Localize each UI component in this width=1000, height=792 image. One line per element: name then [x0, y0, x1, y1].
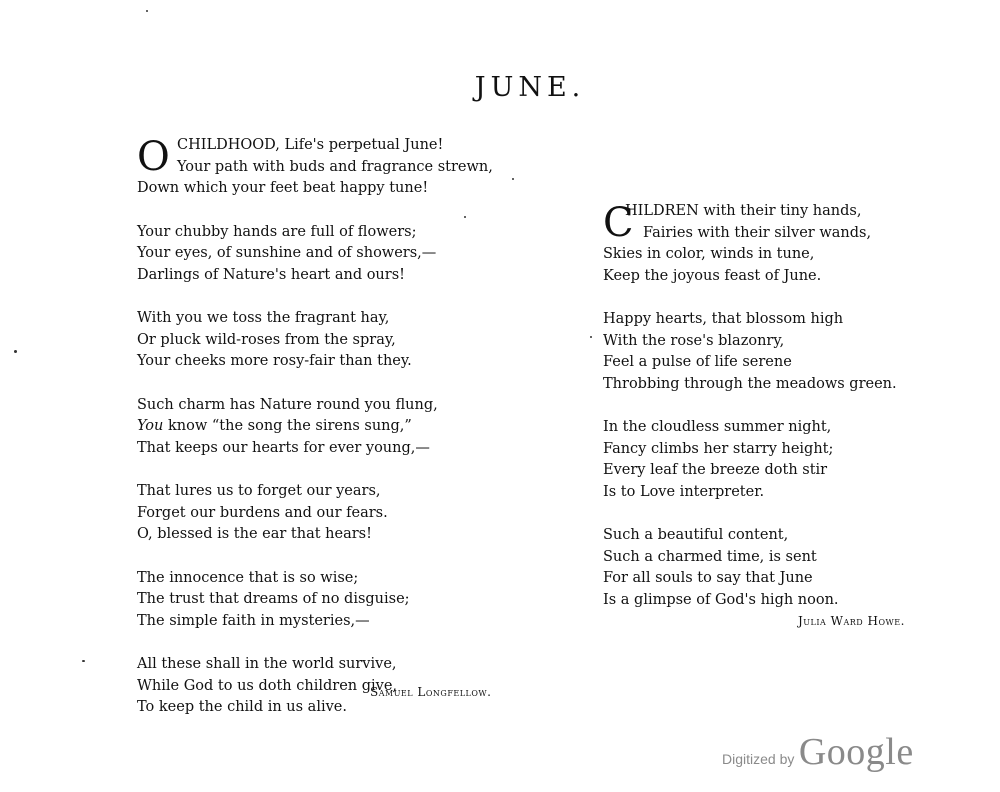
stanza-3	[603, 417, 897, 503]
stanza-5	[137, 481, 493, 546]
poem-line: That lures us to forget our years,	[137, 483, 381, 499]
poem-line: Your cheeks more rosy-fair than they.	[137, 353, 412, 369]
stanza-4	[137, 395, 493, 460]
page-title: JUNE.	[474, 72, 586, 103]
poem-line: Your path with buds and fragrance strewn,	[177, 158, 493, 175]
poem-line: Throbbing through the meadows green.	[603, 375, 897, 392]
stanza-1	[603, 201, 897, 287]
poem-line: To keep the child in us alive.	[137, 699, 347, 715]
poem-line: Darlings of Nature's heart and ours!	[137, 266, 405, 283]
poem-line: Your chubby hands are full of flowers;	[137, 223, 417, 240]
stanza-2	[603, 309, 897, 395]
line-text: HILDREN with their tiny hands,	[625, 203, 862, 219]
poem-line: All these shall in the world survive,	[137, 656, 397, 672]
poem-line: Forget our burdens and our fears.	[137, 504, 388, 521]
poem-line: Such a charmed time, is sent	[603, 548, 817, 565]
scan-speck	[512, 178, 514, 180]
poem-line: For all souls to say that June	[603, 570, 813, 586]
google-watermark	[722, 730, 914, 774]
poem-line: Keep the joyous feast of June.	[603, 267, 822, 284]
stanza-2	[137, 222, 493, 287]
stanza-1	[137, 135, 493, 200]
poem-line: Feel a pulse of life serene	[603, 354, 792, 370]
poem-line: O, blessed is the ear that hears!	[137, 526, 372, 542]
scan-speck	[146, 10, 148, 12]
dropcap: O	[137, 134, 170, 180]
poem-children	[603, 201, 897, 633]
poem-line: That keeps our hearts for ever young,—	[137, 439, 430, 456]
poem-line: The simple faith in mysteries,—	[137, 612, 370, 629]
poem-line: Happy hearts, that blossom high	[603, 311, 844, 327]
stanza-3	[137, 308, 493, 373]
poem-line: In the cloudless summer night,	[603, 419, 832, 435]
poem-line: Is to Love interpreter.	[603, 483, 765, 500]
poem-line: Fancy climbs her starry height;	[603, 440, 834, 457]
poem-line: With you we toss the fragrant hay,	[137, 310, 390, 326]
poem-line: Skies in color, winds in tune,	[603, 246, 815, 262]
italic-word: You	[137, 418, 164, 434]
poem-line: Fairies with their silver wands,	[643, 224, 872, 241]
poem-line: Such a beautiful content,	[603, 527, 789, 543]
stanza-4	[603, 525, 897, 611]
poem-line: Down which your feet beat happy tune!	[137, 180, 429, 196]
poem-line	[137, 416, 493, 438]
poem-childhood	[137, 135, 493, 741]
poem-line: While God to us doth children give,	[137, 677, 398, 694]
scan-speck	[590, 336, 592, 338]
stanza-6	[137, 568, 493, 633]
poem-line: With the rose's blazonry,	[603, 332, 785, 349]
author-signature: Julia Ward Howe.	[798, 614, 905, 628]
poem-line: Such charm has Nature round you flung,	[137, 396, 438, 413]
poem-line: Is a glimpse of God's high noon.	[603, 591, 839, 608]
poem-line: Every leaf the breeze doth stir	[603, 462, 828, 478]
poem-line: The trust that dreams of no disguise;	[137, 591, 410, 607]
scan-speck	[82, 660, 85, 662]
line-text: CHILDHOOD, Life's perpetual June!	[177, 137, 444, 153]
poem-line: Your eyes, of sunshine and of showers,—	[137, 245, 437, 261]
watermark-brand: Google	[798, 731, 914, 773]
dropcap: C	[603, 200, 634, 246]
author-signature: Samuel Longfellow.	[370, 685, 492, 699]
poem-line: Or pluck wild-roses from the spray,	[137, 331, 396, 348]
poem-line: The innocence that is so wise;	[137, 569, 359, 586]
line-text: know “the song the sirens sung,”	[168, 418, 412, 434]
scan-speck	[464, 216, 466, 218]
watermark-prefix: Digitized by	[722, 751, 795, 767]
scan-speck	[14, 350, 17, 353]
